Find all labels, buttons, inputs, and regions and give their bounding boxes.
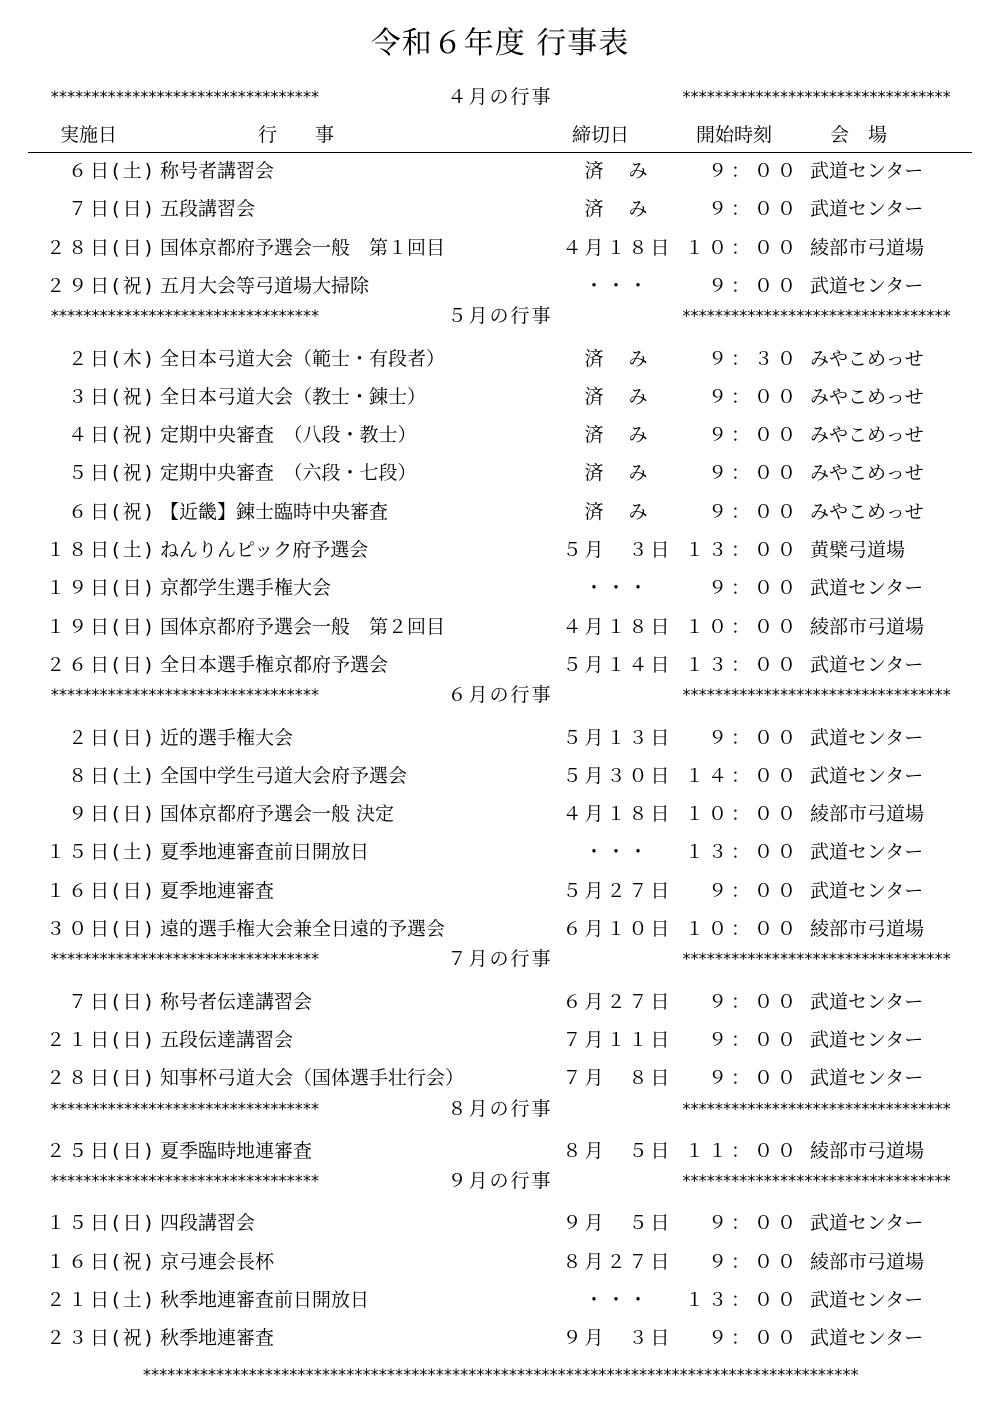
separator-stars: ********************************* <box>681 949 950 969</box>
row-event: 全日本弓道大会（教士・錬士） <box>160 385 427 408</box>
row-start-time: １０：００ <box>684 615 800 638</box>
row-deadline: ９月 ３日 <box>562 1327 673 1350</box>
table-row <box>0 569 1000 607</box>
table-row <box>0 872 1000 910</box>
row-deadline: ６月２７日 <box>562 990 673 1013</box>
row-deadline: ４月１８日 <box>562 803 673 826</box>
table-row <box>0 340 1000 378</box>
row-deadline: ５月２７日 <box>562 879 673 902</box>
row-start-time: １０：００ <box>684 918 800 940</box>
row-date: １９日(日) <box>46 615 155 638</box>
row-event: 称号者講習会 <box>160 160 275 182</box>
separator-stars: ********************************* <box>50 949 319 969</box>
separator-stars: ********************************* <box>50 685 319 705</box>
row-date: ３０日(日) <box>46 918 155 940</box>
row-date: １６日(日) <box>46 879 155 902</box>
table-row <box>0 454 1000 492</box>
row-deadline: ４月１８日 <box>562 615 673 638</box>
row-start-time: ９：００ <box>707 385 800 408</box>
row-event: 国体京都府予選会一般 第１回目 <box>160 236 446 259</box>
row-start-time: ９：００ <box>707 198 800 221</box>
row-start-time: ９：００ <box>707 1028 800 1051</box>
table-row <box>0 267 1000 305</box>
month-label: ４月の行事 <box>447 86 553 108</box>
row-venue: 綾部市弓道場 <box>810 803 925 826</box>
month-separator <box>50 82 950 112</box>
month-label: ９月の行事 <box>447 1170 553 1193</box>
row-event: 京都学生選手権大会 <box>160 577 332 600</box>
row-event: 国体京都府予選会一般 決定 <box>160 803 395 826</box>
table-row <box>0 1319 1000 1357</box>
row-deadline: ４月１８日 <box>562 236 673 259</box>
row-event: 京弓連会長杯 <box>160 1250 275 1273</box>
row-event: 全日本弓道大会（範士・有段者） <box>160 347 446 370</box>
table-row <box>0 531 1000 569</box>
table-row <box>0 983 1000 1021</box>
table-row <box>0 1021 1000 1059</box>
table-row <box>0 646 1000 684</box>
row-event: 秋季地連審査前日開放日 <box>160 1289 370 1311</box>
row-event: 夏季臨時地連審査 <box>160 1139 313 1162</box>
row-start-time: １４：００ <box>684 764 800 787</box>
row-deadline: ８月２７日 <box>562 1250 673 1273</box>
month-separator <box>50 680 950 710</box>
end-separator <box>50 1360 950 1390</box>
month-label: ８月の行事 <box>447 1097 553 1120</box>
row-venue: みやこめっせ <box>810 500 924 523</box>
row-date: ７日(日) <box>68 990 155 1013</box>
row-venue: 武道センター <box>810 879 924 902</box>
row-venue: 武道センター <box>810 1289 924 1311</box>
row-date: ２３日(祝) <box>46 1327 155 1350</box>
month-separator <box>50 1166 950 1196</box>
row-start-time: ９：００ <box>707 1212 800 1235</box>
row-deadline: ７月 ８日 <box>562 1067 673 1090</box>
row-date: １８日(土) <box>46 539 155 561</box>
month-label: ６月の行事 <box>447 684 553 707</box>
row-start-time: ９：００ <box>707 1067 800 1090</box>
row-venue: 黄檗弓道場 <box>810 539 906 561</box>
row-venue: 武道センター <box>810 726 924 749</box>
row-date: ９日(日) <box>68 803 155 826</box>
separator-stars: ********************************* <box>681 1098 950 1118</box>
row-start-time: ９：３０ <box>707 347 800 370</box>
row-event: 遠的選手権大会兼全日遠的予選会 <box>160 918 446 940</box>
row-event: 秋季地連審査 <box>160 1327 275 1350</box>
row-venue: 綾部市弓道場 <box>810 1139 925 1162</box>
row-deadline: ５月１３日 <box>562 726 673 749</box>
row-event: 五段伝達講習会 <box>160 1028 294 1051</box>
table-row <box>0 1204 1000 1242</box>
row-deadline: 済 み <box>584 160 651 182</box>
table-row <box>0 608 1000 646</box>
row-start-time: ９：００ <box>707 1327 800 1350</box>
separator-stars: ********************************* <box>681 685 950 705</box>
row-deadline: ５月３０日 <box>562 764 673 787</box>
row-start-time: ９：００ <box>707 726 800 749</box>
row-start-time: ９：００ <box>707 879 800 902</box>
row-start-time: ９：００ <box>707 424 800 447</box>
row-deadline: ５月１４日 <box>562 653 673 676</box>
row-date: ２８日(日) <box>46 1067 155 1090</box>
row-start-time: ９：００ <box>707 500 800 523</box>
row-start-time: ９：００ <box>707 462 800 485</box>
separator-stars: ********************************* <box>681 87 950 106</box>
row-deadline: ７月１１日 <box>562 1028 673 1051</box>
page-title: 令和６年度 行事表 <box>370 26 630 61</box>
separator-stars: ********************************* <box>50 87 319 106</box>
row-date: ３日(祝) <box>68 385 155 408</box>
table-row <box>0 152 1000 190</box>
month-label: ７月の行事 <box>447 948 553 971</box>
table-row <box>0 1059 1000 1097</box>
row-deadline: ・・・ <box>584 1289 651 1311</box>
row-date: ２日(日) <box>68 726 155 749</box>
row-deadline: ・・・ <box>584 274 651 297</box>
row-venue: 綾部市弓道場 <box>810 1250 925 1273</box>
row-start-time: ９：００ <box>707 990 800 1013</box>
table-row <box>0 1132 1000 1170</box>
row-start-time: １３：００ <box>684 1289 800 1311</box>
month-separator <box>50 944 950 974</box>
row-venue: 武道センター <box>810 1028 924 1051</box>
table-row <box>0 416 1000 454</box>
row-date: ２６日(日) <box>46 653 155 676</box>
row-date: ２９日(祝) <box>46 274 155 297</box>
row-event: 夏季地連審査 <box>160 879 275 902</box>
row-deadline: 済 み <box>584 347 651 370</box>
row-start-time: １３：００ <box>684 539 800 561</box>
row-date: ２８日(日) <box>46 236 155 259</box>
row-deadline: 済 み <box>584 385 651 408</box>
row-date: ２１日(日) <box>46 1028 155 1051</box>
row-venue: 武道センター <box>810 1067 924 1090</box>
row-date: ８日(土) <box>68 764 155 787</box>
table-row <box>0 910 1000 948</box>
row-venue: みやこめっせ <box>810 462 924 485</box>
row-start-time: ９：００ <box>707 577 800 600</box>
row-venue: 武道センター <box>810 1212 924 1235</box>
row-start-time: １１：００ <box>684 1139 800 1162</box>
header-venue: 会 場 <box>830 124 888 146</box>
row-event: 近的選手権大会 <box>160 726 294 749</box>
table-row <box>0 833 1000 871</box>
row-date: １５日(土) <box>46 841 155 864</box>
row-start-time: １０：００ <box>684 236 800 259</box>
row-start-time: ９：００ <box>707 274 800 297</box>
row-venue: みやこめっせ <box>810 424 924 447</box>
row-date: ２１日(土) <box>46 1289 155 1311</box>
row-event: 五段講習会 <box>160 198 256 221</box>
row-venue: 武道センター <box>810 160 924 182</box>
row-venue: 武道センター <box>810 1327 924 1350</box>
row-date: ５日(祝) <box>68 462 155 485</box>
month-separator <box>50 1094 950 1124</box>
row-event: 夏季地連審査前日開放日 <box>160 841 370 864</box>
row-venue: 武道センター <box>810 990 924 1013</box>
row-venue: みやこめっせ <box>810 347 924 370</box>
row-event: ねんりんピック府予選会 <box>160 539 369 561</box>
row-date: ６日(祝) <box>68 500 155 523</box>
header-start-time: 開始時刻 <box>696 124 773 146</box>
row-venue: 綾部市弓道場 <box>810 236 925 259</box>
row-start-time: １０：００ <box>684 803 800 826</box>
row-event: 知事杯弓道大会（国体選手壮行会） <box>160 1067 465 1090</box>
header-date: 実施日 <box>60 124 118 146</box>
row-deadline: ６月１０日 <box>562 918 673 940</box>
row-venue: みやこめっせ <box>810 385 924 408</box>
row-event: 定期中央審査 （八段・教士） <box>160 424 417 447</box>
table-row <box>0 1281 1000 1319</box>
row-date: ２５日(日) <box>46 1139 155 1162</box>
row-venue: 武道センター <box>810 577 924 600</box>
column-header-row <box>0 118 1000 152</box>
table-row <box>0 229 1000 267</box>
row-date: ４日(祝) <box>68 424 155 447</box>
row-deadline: ８月 ５日 <box>562 1139 673 1162</box>
month-label: ５月の行事 <box>447 305 553 328</box>
row-event: 国体京都府予選会一般 第２回目 <box>160 615 446 638</box>
row-venue: 武道センター <box>810 653 924 676</box>
month-separator <box>50 301 950 331</box>
row-deadline: ・・・ <box>584 841 651 864</box>
table-row <box>0 190 1000 228</box>
end-stars: **************************************************************************************** <box>142 1364 858 1384</box>
row-venue: 武道センター <box>810 274 924 297</box>
row-event: 五月大会等弓道場大掃除 <box>160 274 370 297</box>
row-deadline: ５月 ３日 <box>562 539 673 561</box>
table-row <box>0 757 1000 795</box>
row-date: １６日(祝) <box>46 1250 155 1273</box>
table-row <box>0 719 1000 757</box>
separator-stars: ********************************* <box>50 306 319 326</box>
row-deadline: 済 み <box>584 500 651 523</box>
separator-stars: ********************************* <box>50 1171 319 1191</box>
row-deadline: 済 み <box>584 424 651 447</box>
row-venue: 武道センター <box>810 841 924 864</box>
row-start-time: ９：００ <box>707 1250 800 1273</box>
row-deadline: ９月 ５日 <box>562 1212 673 1235</box>
separator-stars: ********************************* <box>681 306 950 326</box>
row-deadline: ・・・ <box>584 577 651 600</box>
row-start-time: １３：００ <box>684 841 800 864</box>
row-date: ２日(木) <box>68 347 155 370</box>
row-event: 四段講習会 <box>160 1212 256 1235</box>
row-venue: 武道センター <box>810 198 924 221</box>
row-start-time: ９：００ <box>707 160 800 182</box>
row-venue: 綾部市弓道場 <box>810 615 925 638</box>
table-row <box>0 1243 1000 1281</box>
table-row <box>0 493 1000 531</box>
separator-stars: ********************************* <box>50 1098 319 1118</box>
row-venue: 武道センター <box>810 764 924 787</box>
row-event: 定期中央審査 （六段・七段） <box>160 462 417 485</box>
row-start-time: １３：００ <box>684 653 800 676</box>
row-date: １９日(日) <box>46 577 155 600</box>
row-deadline: 済 み <box>584 198 651 221</box>
table-row <box>0 795 1000 833</box>
table-row <box>0 378 1000 416</box>
row-deadline: 済 み <box>584 462 651 485</box>
row-event: 称号者伝達講習会 <box>160 990 313 1013</box>
header-deadline: 締切日 <box>572 124 630 146</box>
row-event: 全国中学生弓道大会府予選会 <box>160 764 408 787</box>
row-date: １５日(日) <box>46 1212 155 1235</box>
separator-stars: ********************************* <box>681 1171 950 1191</box>
row-event: 【近畿】錬士臨時中央審査 <box>160 500 389 523</box>
header-event: 行 事 <box>258 124 335 146</box>
row-event: 全日本選手権京都府予選会 <box>160 653 389 676</box>
row-date: ６日(土) <box>68 160 155 182</box>
row-venue: 綾部市弓道場 <box>810 918 925 940</box>
row-date: ７日(日) <box>68 198 155 221</box>
